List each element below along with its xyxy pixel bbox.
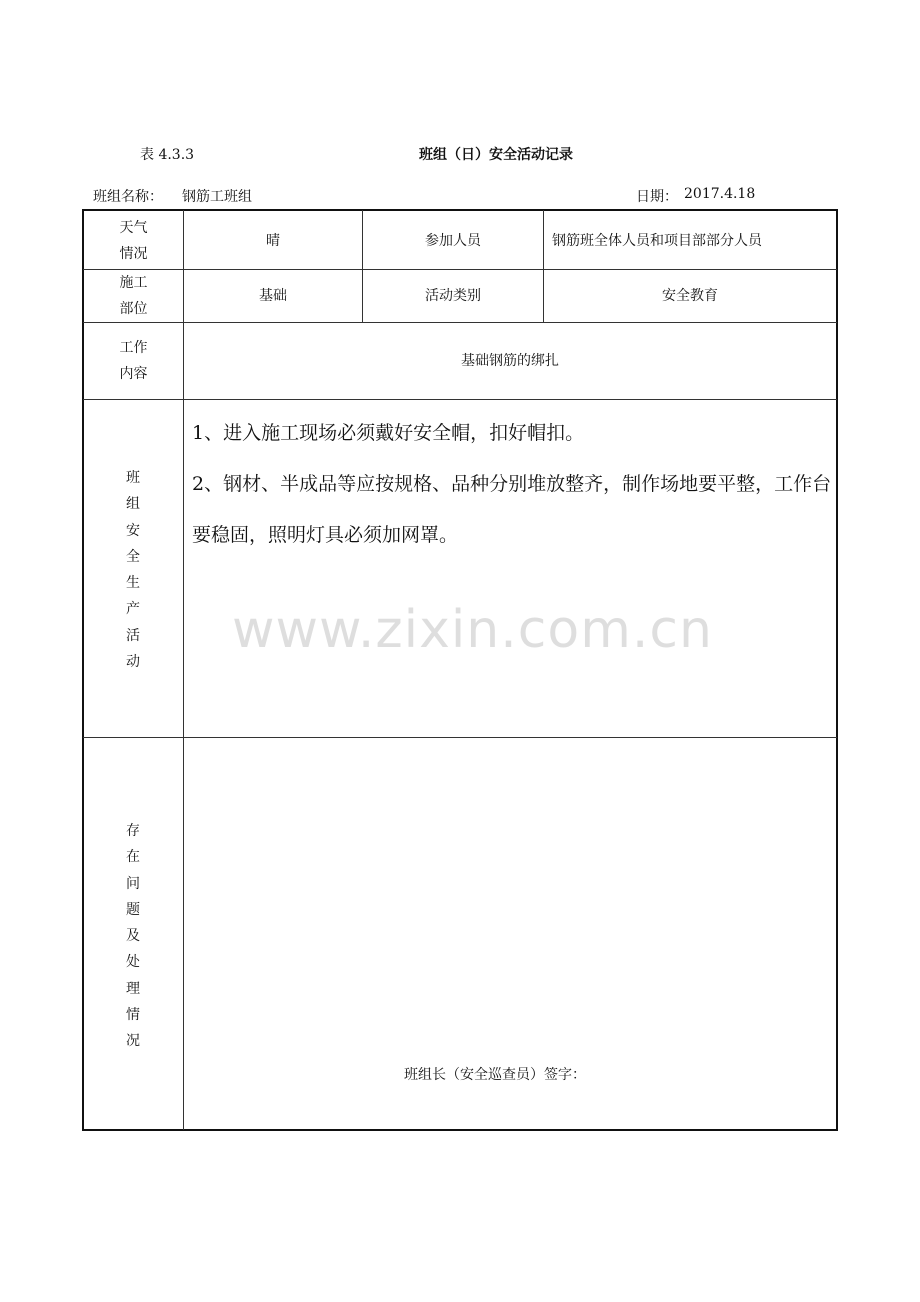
issues-label-char: 况: [126, 1033, 140, 1050]
safety-item: 1、进入施工现场必须戴好安全帽，扣好帽扣。: [192, 422, 585, 444]
table-number: 表 4.3.3: [140, 147, 195, 163]
safety-label-char: 组: [126, 496, 140, 513]
row-divider: [83, 399, 837, 400]
issues-label-char: 题: [126, 901, 140, 918]
row-divider: [83, 737, 837, 738]
work-content-value: 基础钢筋的绑扎: [461, 353, 559, 369]
issues-label-char: 处: [126, 954, 140, 971]
issues-label-char: 情: [126, 1007, 140, 1024]
page-title: 班组（日）安全活动记录: [419, 147, 573, 163]
issues-label-char: 理: [126, 980, 140, 997]
site-label: 施工 部位: [119, 275, 148, 317]
signature-label: 班组长（安全巡查员）签字：: [404, 1067, 586, 1083]
team-name-label: 班组名称：: [93, 189, 163, 205]
safety-label-char: 安: [126, 522, 140, 539]
safety-activity-label: [123, 465, 143, 675]
date-label: 日期：: [636, 189, 678, 205]
safety-label-char: 动: [126, 654, 140, 671]
issues-label-char: 及: [126, 928, 140, 945]
issues-handling-label: [123, 818, 143, 1055]
activity-type-label: 活动类别: [425, 288, 481, 304]
activity-type-value: 安全教育: [662, 288, 718, 304]
weather-label: 天气 情况: [119, 219, 148, 262]
safety-label-char: 班: [126, 470, 140, 486]
site-value: 基础: [259, 288, 287, 304]
safety-label-char: 全: [126, 548, 140, 565]
participants-value: 钢筋班全体人员和项目部部分人员: [552, 232, 762, 249]
safety-label-char: 产: [126, 601, 140, 618]
safety-label-char: 生: [126, 575, 140, 592]
issues-label-char: 在: [126, 849, 140, 866]
weather-value: 晴: [266, 232, 280, 249]
safety-activity-content: [192, 408, 832, 561]
safety-label-char: 活: [126, 627, 140, 644]
work-content-label: 工作 内容: [119, 340, 148, 382]
watermark-text: www.zixin.com.cn: [232, 600, 713, 660]
date-value: 2017.4.18: [684, 186, 756, 202]
participants-label: 参加人员: [425, 232, 481, 249]
issues-label-char: 存: [126, 823, 140, 839]
issues-label-char: 问: [126, 875, 140, 892]
team-name-value: 钢筋工班组: [182, 189, 252, 205]
safety-item: 2、钢材、半成品等应按规格、品种分别堆放整齐，制作场地要平整，工作台要稳固，照明灯具必须加网罩。: [192, 473, 832, 546]
